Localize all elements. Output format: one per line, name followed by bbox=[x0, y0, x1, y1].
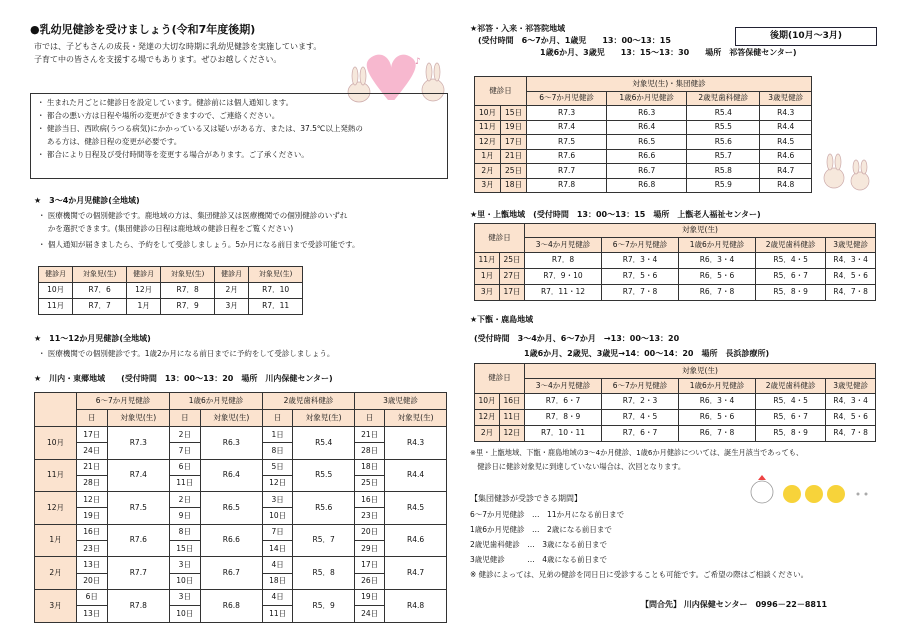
sub-header: 対象児(生) bbox=[107, 410, 169, 427]
table-row bbox=[475, 120, 812, 135]
section-sendai-heading: ★ 川内・東郷地域 (受付時間 13：00～13：20 場所 川内保健センター) bbox=[34, 374, 333, 383]
target-cell: R6．7・8 bbox=[678, 285, 755, 301]
date-cell: 12日 bbox=[263, 475, 293, 491]
date-cell: 3日 bbox=[170, 589, 201, 605]
date-cell: 11日 bbox=[500, 410, 525, 426]
date-cell: 29日 bbox=[355, 541, 385, 557]
section-3-4-bullet: かを選択できます。(集団健診の日程は鹿地域の健診日程をご覧ください) bbox=[38, 224, 294, 233]
sendai-schedule-table bbox=[34, 392, 447, 623]
table-cell: 1月 bbox=[126, 299, 160, 315]
date-cell: 1日 bbox=[263, 427, 293, 443]
date-cell: 8日 bbox=[170, 524, 201, 540]
target-cell: R6.3 bbox=[200, 427, 262, 460]
date-cell: 21日 bbox=[501, 149, 527, 164]
date-cell: 19日 bbox=[501, 120, 527, 135]
target-cell: R4.6 bbox=[760, 149, 812, 164]
col-header: 2歳児歯科健診 bbox=[755, 238, 825, 253]
target-cell: R4．7・8 bbox=[826, 285, 876, 301]
target-cell: R5．8 bbox=[293, 557, 355, 590]
date-cell: 25日 bbox=[500, 253, 525, 269]
target-cell: R5．7 bbox=[293, 524, 355, 557]
target-cell: R5.5 bbox=[687, 120, 760, 135]
col-header: 対象児(生) bbox=[249, 267, 303, 283]
target-cell: R7．5・6 bbox=[601, 269, 678, 285]
kedo-schedule-table bbox=[474, 76, 812, 193]
date-cell: 17日 bbox=[501, 135, 527, 150]
table-cell: 10月 bbox=[39, 283, 73, 299]
table-cell: R7．8 bbox=[161, 283, 215, 299]
target-cell: R6.4 bbox=[200, 459, 262, 492]
date-cell: 13日 bbox=[77, 557, 108, 573]
target-cell: R5.4 bbox=[687, 106, 760, 121]
note-line: ・ 都合により日程及び受付時間等を変更する場合があります。ご了承ください。 bbox=[37, 150, 309, 159]
table-row bbox=[475, 164, 812, 179]
target-cell: R4.3 bbox=[385, 427, 447, 460]
date-cell: 15日 bbox=[170, 541, 201, 557]
table-row bbox=[475, 149, 812, 164]
contact-info: 【問合先】 川内保健センター 0996－22－8811 bbox=[641, 600, 828, 609]
date-cell: 3日 bbox=[263, 492, 293, 508]
target-cell: R7.3 bbox=[107, 427, 169, 460]
target-cell: R5.5 bbox=[293, 459, 355, 492]
table-row bbox=[35, 557, 447, 573]
target-cell: R4．5・6 bbox=[826, 410, 876, 426]
month-cell: 2月 bbox=[35, 557, 77, 590]
date-cell: 18日 bbox=[501, 178, 527, 193]
table-row bbox=[39, 283, 303, 299]
table-cell: R7．10 bbox=[249, 283, 303, 299]
notes-box bbox=[30, 93, 448, 179]
date-cell: 7日 bbox=[170, 443, 201, 459]
section-3-4-heading: ★ 3～4か月児健診(全地域) bbox=[34, 196, 140, 205]
date-cell: 17日 bbox=[500, 285, 525, 301]
date-cell: 10日 bbox=[170, 573, 201, 589]
rabbits-icon bbox=[818, 148, 880, 193]
table-row bbox=[35, 589, 447, 605]
section-11-12-heading: ★ 11～12か月児健診(全地域) bbox=[34, 334, 151, 343]
target-cell: R5.7 bbox=[687, 149, 760, 164]
sub-header: 対象児(生) bbox=[200, 410, 262, 427]
date-cell: 11月 bbox=[475, 253, 500, 269]
target-cell: R5．8・9 bbox=[755, 426, 825, 442]
date-cell: 3月 bbox=[475, 178, 501, 193]
col-header: 対象児(生) bbox=[161, 267, 215, 283]
date-cell: 12月 bbox=[475, 135, 501, 150]
col-header: 6～7か月児健診 bbox=[601, 379, 678, 394]
date-cell: 16日 bbox=[500, 394, 525, 410]
table-row bbox=[475, 106, 812, 121]
target-cell: R7.8 bbox=[527, 178, 607, 193]
col-header: 3歳児健診 bbox=[826, 379, 876, 394]
section-shimo-heading: ★下甑・鹿島地域 bbox=[470, 315, 534, 324]
group-header: 2歳児歯科健診 bbox=[263, 393, 355, 410]
date-cell: 16日 bbox=[355, 492, 385, 508]
target-cell: R7．8 bbox=[525, 253, 602, 269]
month-cell: 11月 bbox=[35, 459, 77, 492]
target-cell: R7.4 bbox=[107, 459, 169, 492]
target-cell: R7．9・10 bbox=[525, 269, 602, 285]
col-header: 6～7か月児健診 bbox=[527, 92, 607, 106]
col-header: 対象児(生) bbox=[525, 364, 876, 379]
date-cell: 12月 bbox=[475, 410, 500, 426]
table-cell: R7．6 bbox=[73, 283, 127, 299]
target-cell: R7.4 bbox=[527, 120, 607, 135]
col-header: 健診日 bbox=[475, 77, 527, 106]
section-kami-heading: ★里・上甑地域 (受付時間 13：00～13：15 場所 上甑老人福祉センター) bbox=[470, 210, 761, 219]
limits-item: 1歳6か月児健診 … 2歳になる前日まで bbox=[470, 525, 612, 534]
date-cell: 8日 bbox=[263, 443, 293, 459]
col-header: 1歳6か月児健診 bbox=[678, 379, 755, 394]
date-cell: 25日 bbox=[355, 475, 385, 491]
month-cell: 10月 bbox=[35, 427, 77, 460]
intro-line: 市では、子どもさんの成長・発達の大切な時期に乳幼児健診を実施しています。 bbox=[34, 42, 322, 51]
target-cell: R4.7 bbox=[760, 164, 812, 179]
date-cell: 6日 bbox=[170, 459, 201, 475]
limits-item: 6～7か月児健診 … 11か月になる前日まで bbox=[470, 510, 625, 519]
date-cell: 11日 bbox=[170, 475, 201, 491]
col-header: 健診月 bbox=[39, 267, 73, 283]
date-cell: 18日 bbox=[263, 573, 293, 589]
schedule-3-4-table bbox=[38, 266, 303, 315]
target-cell: R4．3・4 bbox=[826, 394, 876, 410]
col-header: 健診日 bbox=[475, 224, 525, 253]
target-cell: R6.4 bbox=[607, 120, 687, 135]
target-cell: R7．11・12 bbox=[525, 285, 602, 301]
date-cell: 23日 bbox=[77, 541, 108, 557]
target-cell: R5．9 bbox=[293, 589, 355, 622]
target-cell: R6．5・6 bbox=[678, 410, 755, 426]
target-cell: R7.5 bbox=[527, 135, 607, 150]
date-cell: 9日 bbox=[170, 508, 201, 524]
target-cell: R7.6 bbox=[107, 524, 169, 557]
target-cell: R4.8 bbox=[760, 178, 812, 193]
target-cell: R6.8 bbox=[200, 589, 262, 622]
date-cell: 1月 bbox=[475, 149, 501, 164]
limits-note: ※ 健診によっては、兄弟の健診を同日日に受診することも可能です。ご希望の際はご相談ください。 bbox=[470, 570, 809, 579]
date-cell: 1月 bbox=[475, 269, 500, 285]
date-cell: 28日 bbox=[355, 443, 385, 459]
date-cell: 11月 bbox=[475, 120, 501, 135]
month-cell: 1月 bbox=[35, 524, 77, 557]
col-header: 3～4か月児健診 bbox=[525, 379, 602, 394]
target-cell: R5.6 bbox=[687, 135, 760, 150]
date-cell: 4日 bbox=[263, 589, 293, 605]
table-row bbox=[35, 459, 447, 475]
col-header: 健診月 bbox=[214, 267, 248, 283]
target-cell: R4．3・4 bbox=[826, 253, 876, 269]
table-row bbox=[475, 426, 876, 442]
table-cell: R7．11 bbox=[249, 299, 303, 315]
target-cell: R4.7 bbox=[385, 557, 447, 590]
limits-item: 3歳児健診 … 4歳になる前日まで bbox=[470, 555, 608, 564]
limits-heading: 【集団健診が受診できる期間】 bbox=[470, 494, 582, 503]
col-header: 対象児(生)・集団健診 bbox=[527, 77, 812, 92]
col-header: 3～4か月児健診 bbox=[525, 238, 602, 253]
target-cell: R7．8・9 bbox=[525, 410, 602, 426]
col-header: 2歳児歯科健診 bbox=[687, 92, 760, 106]
date-cell: 21日 bbox=[77, 459, 108, 475]
table-row bbox=[475, 394, 876, 410]
target-cell: R5.8 bbox=[687, 164, 760, 179]
shimo-note: 健診日に健診対象児に到達していない場合は、次回となります。 bbox=[470, 462, 686, 471]
table-row bbox=[475, 253, 876, 269]
target-cell: R6．7・8 bbox=[678, 426, 755, 442]
target-cell: R6.7 bbox=[607, 164, 687, 179]
svg-text:♪: ♪ bbox=[415, 57, 421, 67]
table-row bbox=[475, 285, 876, 301]
date-cell: 7日 bbox=[263, 524, 293, 540]
date-cell: 13日 bbox=[77, 606, 108, 622]
sub-header: 日 bbox=[355, 410, 385, 427]
date-cell: 10月 bbox=[475, 106, 501, 121]
target-cell: R5.4 bbox=[293, 427, 355, 460]
table-cell: 2月 bbox=[214, 283, 248, 299]
date-cell: 23日 bbox=[355, 508, 385, 524]
target-cell: R7.7 bbox=[527, 164, 607, 179]
table-row bbox=[475, 135, 812, 150]
date-cell: 10日 bbox=[263, 508, 293, 524]
table-cell: R7．9 bbox=[161, 299, 215, 315]
date-cell: 3月 bbox=[475, 285, 500, 301]
sub-header: 対象児(生) bbox=[293, 410, 355, 427]
date-cell: 12日 bbox=[500, 426, 525, 442]
target-cell: R4.4 bbox=[385, 459, 447, 492]
target-cell: R6．3・4 bbox=[678, 253, 755, 269]
date-cell: 25日 bbox=[501, 164, 527, 179]
target-cell: R6.5 bbox=[200, 492, 262, 525]
date-cell: 20日 bbox=[77, 573, 108, 589]
table-row bbox=[35, 524, 447, 540]
target-cell: R5.6 bbox=[293, 492, 355, 525]
target-cell: R5.9 bbox=[687, 178, 760, 193]
date-cell: 12日 bbox=[77, 492, 108, 508]
target-cell: R7.3 bbox=[527, 106, 607, 121]
date-cell: 19日 bbox=[355, 589, 385, 605]
date-cell: 3日 bbox=[170, 557, 201, 573]
period-badge: 後期(10月～3月) bbox=[735, 27, 877, 46]
date-cell: 26日 bbox=[355, 573, 385, 589]
sub-header: 日 bbox=[170, 410, 201, 427]
month-cell: 12月 bbox=[35, 492, 77, 525]
target-cell: R6.3 bbox=[607, 106, 687, 121]
target-cell: R7.8 bbox=[107, 589, 169, 622]
date-cell: 10日 bbox=[170, 606, 201, 622]
section-kedo-time: 1歳6か月、3歳児 13：15～13：30 場所 祁答保健センター) bbox=[540, 48, 797, 57]
target-cell: R7．10・11 bbox=[525, 426, 602, 442]
note-line: ・ 健診当日、西欧病(うつる病気)にかかっている又は疑いがある方、または、37.5℃以上発熱の bbox=[37, 124, 363, 133]
table-row bbox=[475, 269, 876, 285]
table-cell: 11月 bbox=[39, 299, 73, 315]
target-cell: R4.8 bbox=[385, 589, 447, 622]
section-3-4-bullet: ・ 医療機関での個別健診です。鹿地域の方は、集団健診又は医療機関での個別健診のいずれ bbox=[38, 211, 348, 220]
target-cell: R6.7 bbox=[200, 557, 262, 590]
table-row bbox=[35, 427, 447, 443]
table-cell: 3月 bbox=[214, 299, 248, 315]
date-cell: 15日 bbox=[501, 106, 527, 121]
date-cell: 18日 bbox=[355, 459, 385, 475]
col-header: 6～7か月児健診 bbox=[601, 238, 678, 253]
note-line: ・ 生まれた月ごとに健診日を設定しています。健診前には個人通知します。 bbox=[37, 98, 294, 107]
target-cell: R6.8 bbox=[607, 178, 687, 193]
target-cell: R4．7・8 bbox=[826, 426, 876, 442]
target-cell: R4.5 bbox=[760, 135, 812, 150]
sub-header: 対象児(生) bbox=[385, 410, 447, 427]
date-cell: 17日 bbox=[355, 557, 385, 573]
target-cell: R7．4・5 bbox=[601, 410, 678, 426]
date-cell: 20日 bbox=[355, 524, 385, 540]
date-cell: 27日 bbox=[500, 269, 525, 285]
target-cell: R4.4 bbox=[760, 120, 812, 135]
target-cell: R7.6 bbox=[527, 149, 607, 164]
target-cell: R5．6・7 bbox=[755, 410, 825, 426]
target-cell: R4.5 bbox=[385, 492, 447, 525]
col-header: 3歳児健診 bbox=[760, 92, 812, 106]
target-cell: R5．6・7 bbox=[755, 269, 825, 285]
date-cell: 19日 bbox=[77, 508, 108, 524]
date-cell: 16日 bbox=[77, 524, 108, 540]
section-shimo-time: (受付時間 3～4か月、6～7か月 →13：00～13：20 bbox=[474, 334, 680, 343]
section-kedo-heading: ★祁答・入来・祁答院地域 bbox=[470, 24, 566, 33]
col-header: 対象児(生) bbox=[73, 267, 127, 283]
section-11-12-bullet: ・ 医療機関での個別健診です。1歳2か月になる前日までに予約をして受診しましょう。 bbox=[38, 349, 335, 358]
date-cell: 10月 bbox=[475, 394, 500, 410]
table-row bbox=[39, 299, 303, 315]
target-cell: R5．8・9 bbox=[755, 285, 825, 301]
shimo-note: ※里・上甑地域、下甑・鹿島地域の3～4か月健診、1歳6か月健診については、誕生月該当であっても、 bbox=[470, 448, 804, 457]
target-cell: R6．5・6 bbox=[678, 269, 755, 285]
month-cell: 3月 bbox=[35, 589, 77, 622]
group-header: 6～7か月児健診 bbox=[77, 393, 170, 410]
col-header: 健診日 bbox=[475, 364, 525, 394]
date-cell: 2月 bbox=[475, 426, 500, 442]
target-cell: R7．6・7 bbox=[601, 426, 678, 442]
col-header: 1歳6か月児健診 bbox=[607, 92, 687, 106]
target-cell: R6.5 bbox=[607, 135, 687, 150]
col-header: 1歳6か月児健診 bbox=[678, 238, 755, 253]
target-cell: R4．5・6 bbox=[826, 269, 876, 285]
sub-header: 日 bbox=[77, 410, 108, 427]
date-cell: 24日 bbox=[355, 606, 385, 622]
table-cell: 12月 bbox=[126, 283, 160, 299]
note-line: ・ 都合の悪い方は日程や場所の変更ができますので、ご連絡ください。 bbox=[37, 111, 280, 120]
col-header: 2歳児歯科健診 bbox=[755, 379, 825, 394]
section-3-4-bullet: ・ 個人通知が届きましたら、予約をして受診しましょう。5か月になる前日まで受診可能です。 bbox=[38, 240, 360, 249]
col-header: 対象児(生) bbox=[525, 224, 876, 238]
date-cell: 5日 bbox=[263, 459, 293, 475]
chicks-illustration bbox=[748, 472, 882, 506]
shimo-schedule-table bbox=[474, 363, 876, 442]
group-header: 1歳6か月児健診 bbox=[170, 393, 263, 410]
limits-item: 2歳児歯科健診 … 3歳になる前日まで bbox=[470, 540, 608, 549]
date-cell: 21日 bbox=[355, 427, 385, 443]
col-header: 3歳児健診 bbox=[826, 238, 876, 253]
date-cell: 17日 bbox=[77, 427, 108, 443]
section-kedo-time: (受付時間 6～7か月、1歳児 13：00～13：15 bbox=[478, 36, 671, 45]
intro-line: 子育て中の皆さんを支援する場でもあります。ぜひお越しください。 bbox=[34, 55, 282, 64]
group-header: 3歳児健診 bbox=[355, 393, 447, 410]
date-cell: 2日 bbox=[170, 427, 201, 443]
date-cell: 2日 bbox=[170, 492, 201, 508]
table-row bbox=[475, 178, 812, 193]
note-line: ある方は、健診日程の変更が必要です。 bbox=[37, 137, 182, 146]
section-shimo-time: 1歳6か月、2歳児、3歳児→14：00～14：20 場所 長浜診療所) bbox=[524, 349, 770, 358]
date-cell: 6日 bbox=[77, 589, 108, 605]
date-cell: 4日 bbox=[263, 557, 293, 573]
target-cell: R7.7 bbox=[107, 557, 169, 590]
table-row bbox=[475, 410, 876, 426]
page-title: ●乳幼児健診を受けましょう(令和7年度後期) bbox=[30, 23, 256, 36]
target-cell: R4.3 bbox=[760, 106, 812, 121]
target-cell: R6．3・4 bbox=[678, 394, 755, 410]
corner-cell bbox=[35, 393, 77, 427]
target-cell: R7．3・4 bbox=[601, 253, 678, 269]
target-cell: R7．7・8 bbox=[601, 285, 678, 301]
kami-schedule-table bbox=[474, 223, 876, 301]
target-cell: R4.6 bbox=[385, 524, 447, 557]
target-cell: R7．2・3 bbox=[601, 394, 678, 410]
target-cell: R6.6 bbox=[607, 149, 687, 164]
col-header: 健診月 bbox=[126, 267, 160, 283]
table-row bbox=[35, 492, 447, 508]
target-cell: R5．4・5 bbox=[755, 394, 825, 410]
target-cell: R5．4・5 bbox=[755, 253, 825, 269]
sub-header: 日 bbox=[263, 410, 293, 427]
date-cell: 24日 bbox=[77, 443, 108, 459]
table-cell: R7．7 bbox=[73, 299, 127, 315]
date-cell: 11日 bbox=[263, 606, 293, 622]
target-cell: R7．6・7 bbox=[525, 394, 602, 410]
target-cell: R7.5 bbox=[107, 492, 169, 525]
date-cell: 2月 bbox=[475, 164, 501, 179]
target-cell: R6.6 bbox=[200, 524, 262, 557]
date-cell: 14日 bbox=[263, 541, 293, 557]
date-cell: 28日 bbox=[77, 475, 108, 491]
